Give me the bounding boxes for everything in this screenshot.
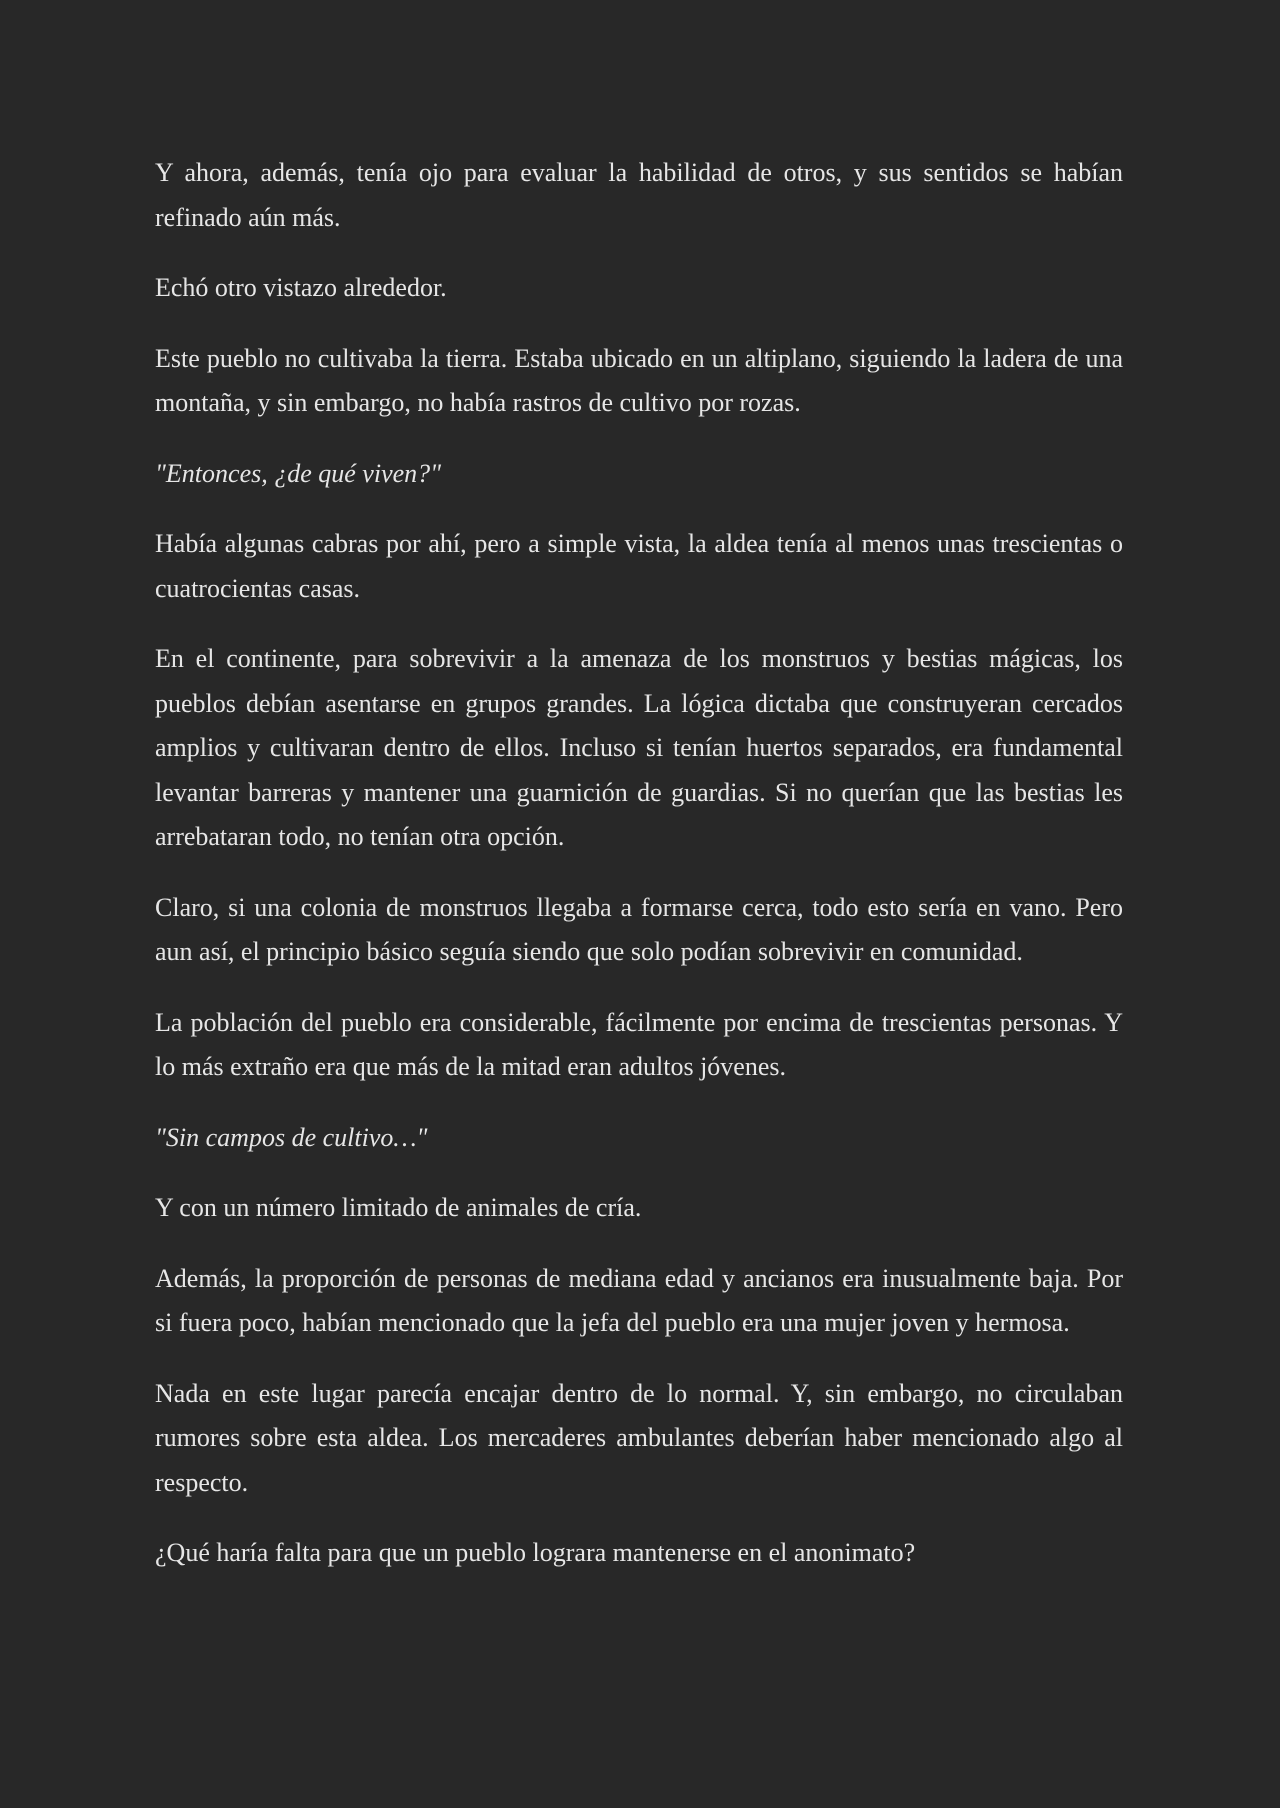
paragraph: Echó otro vistazo alrededor. xyxy=(155,273,447,302)
paragraph: ¿Qué haría falta para que un pueblo lograra mantenerse en el anonimato? xyxy=(155,1538,916,1567)
inner-thought: "Sin campos de cultivo…" xyxy=(155,1122,428,1152)
paragraph: Y ahora, además, tenía ojo para evaluar la habilidad de otros, y sus sentidos se habían refinado aún más. xyxy=(155,158,1123,232)
paragraph: Nada en este lugar parecía encajar dentro de lo normal. Y, sin embargo, no circulaban rumores sobre esta aldea. Los mercaderes ambulantes deberían haber mencionado algo al respecto. xyxy=(155,1378,1123,1497)
paragraph: Había algunas cabras por ahí, pero a simple vista, la aldea tenía al menos unas trescientas o cuatrocientas casas. xyxy=(155,529,1123,603)
paragraph: En el continente, para sobrevivir a la amenaza de los monstruos y bestias mágicas, los pueblos debían asentarse en grupos grandes. La lógica dictaba que construyeran cercados amplios y cultivaran dentro de ellos. Incluso si tenían huertos separados, era fundamental levantar barreras y mantener una guarnición de guardias. Si no querían que las bestias les arrebataran todo, no tenían otra opción. xyxy=(155,644,1123,851)
paragraph: Este pueblo no cultivaba la tierra. Estaba ubicado en un altiplano, siguiendo la ladera de una montaña, y sin embargo, no había rastros de cultivo por rozas. xyxy=(155,343,1123,417)
paragraph: Y con un número limitado de animales de cría. xyxy=(155,1193,642,1222)
chapter-text xyxy=(155,151,1123,1602)
inner-thought: "Entonces, ¿de qué viven?" xyxy=(155,458,442,488)
paragraph: Claro, si una colonia de monstruos llegaba a formarse cerca, todo esto sería en vano. Pero aun así, el principio básico seguía siendo que solo podían sobrevivir en comunidad. xyxy=(155,892,1123,966)
paragraph: La población del pueblo era considerable, fácilmente por encima de trescientas personas. Y lo más extraño era que más de la mitad eran adultos jóvenes. xyxy=(155,1007,1123,1081)
paragraph: Además, la proporción de personas de mediana edad y ancianos era inusualmente baja. Por si fuera poco, habían mencionado que la jefa del pueblo era una mujer joven y hermosa. xyxy=(155,1263,1123,1337)
